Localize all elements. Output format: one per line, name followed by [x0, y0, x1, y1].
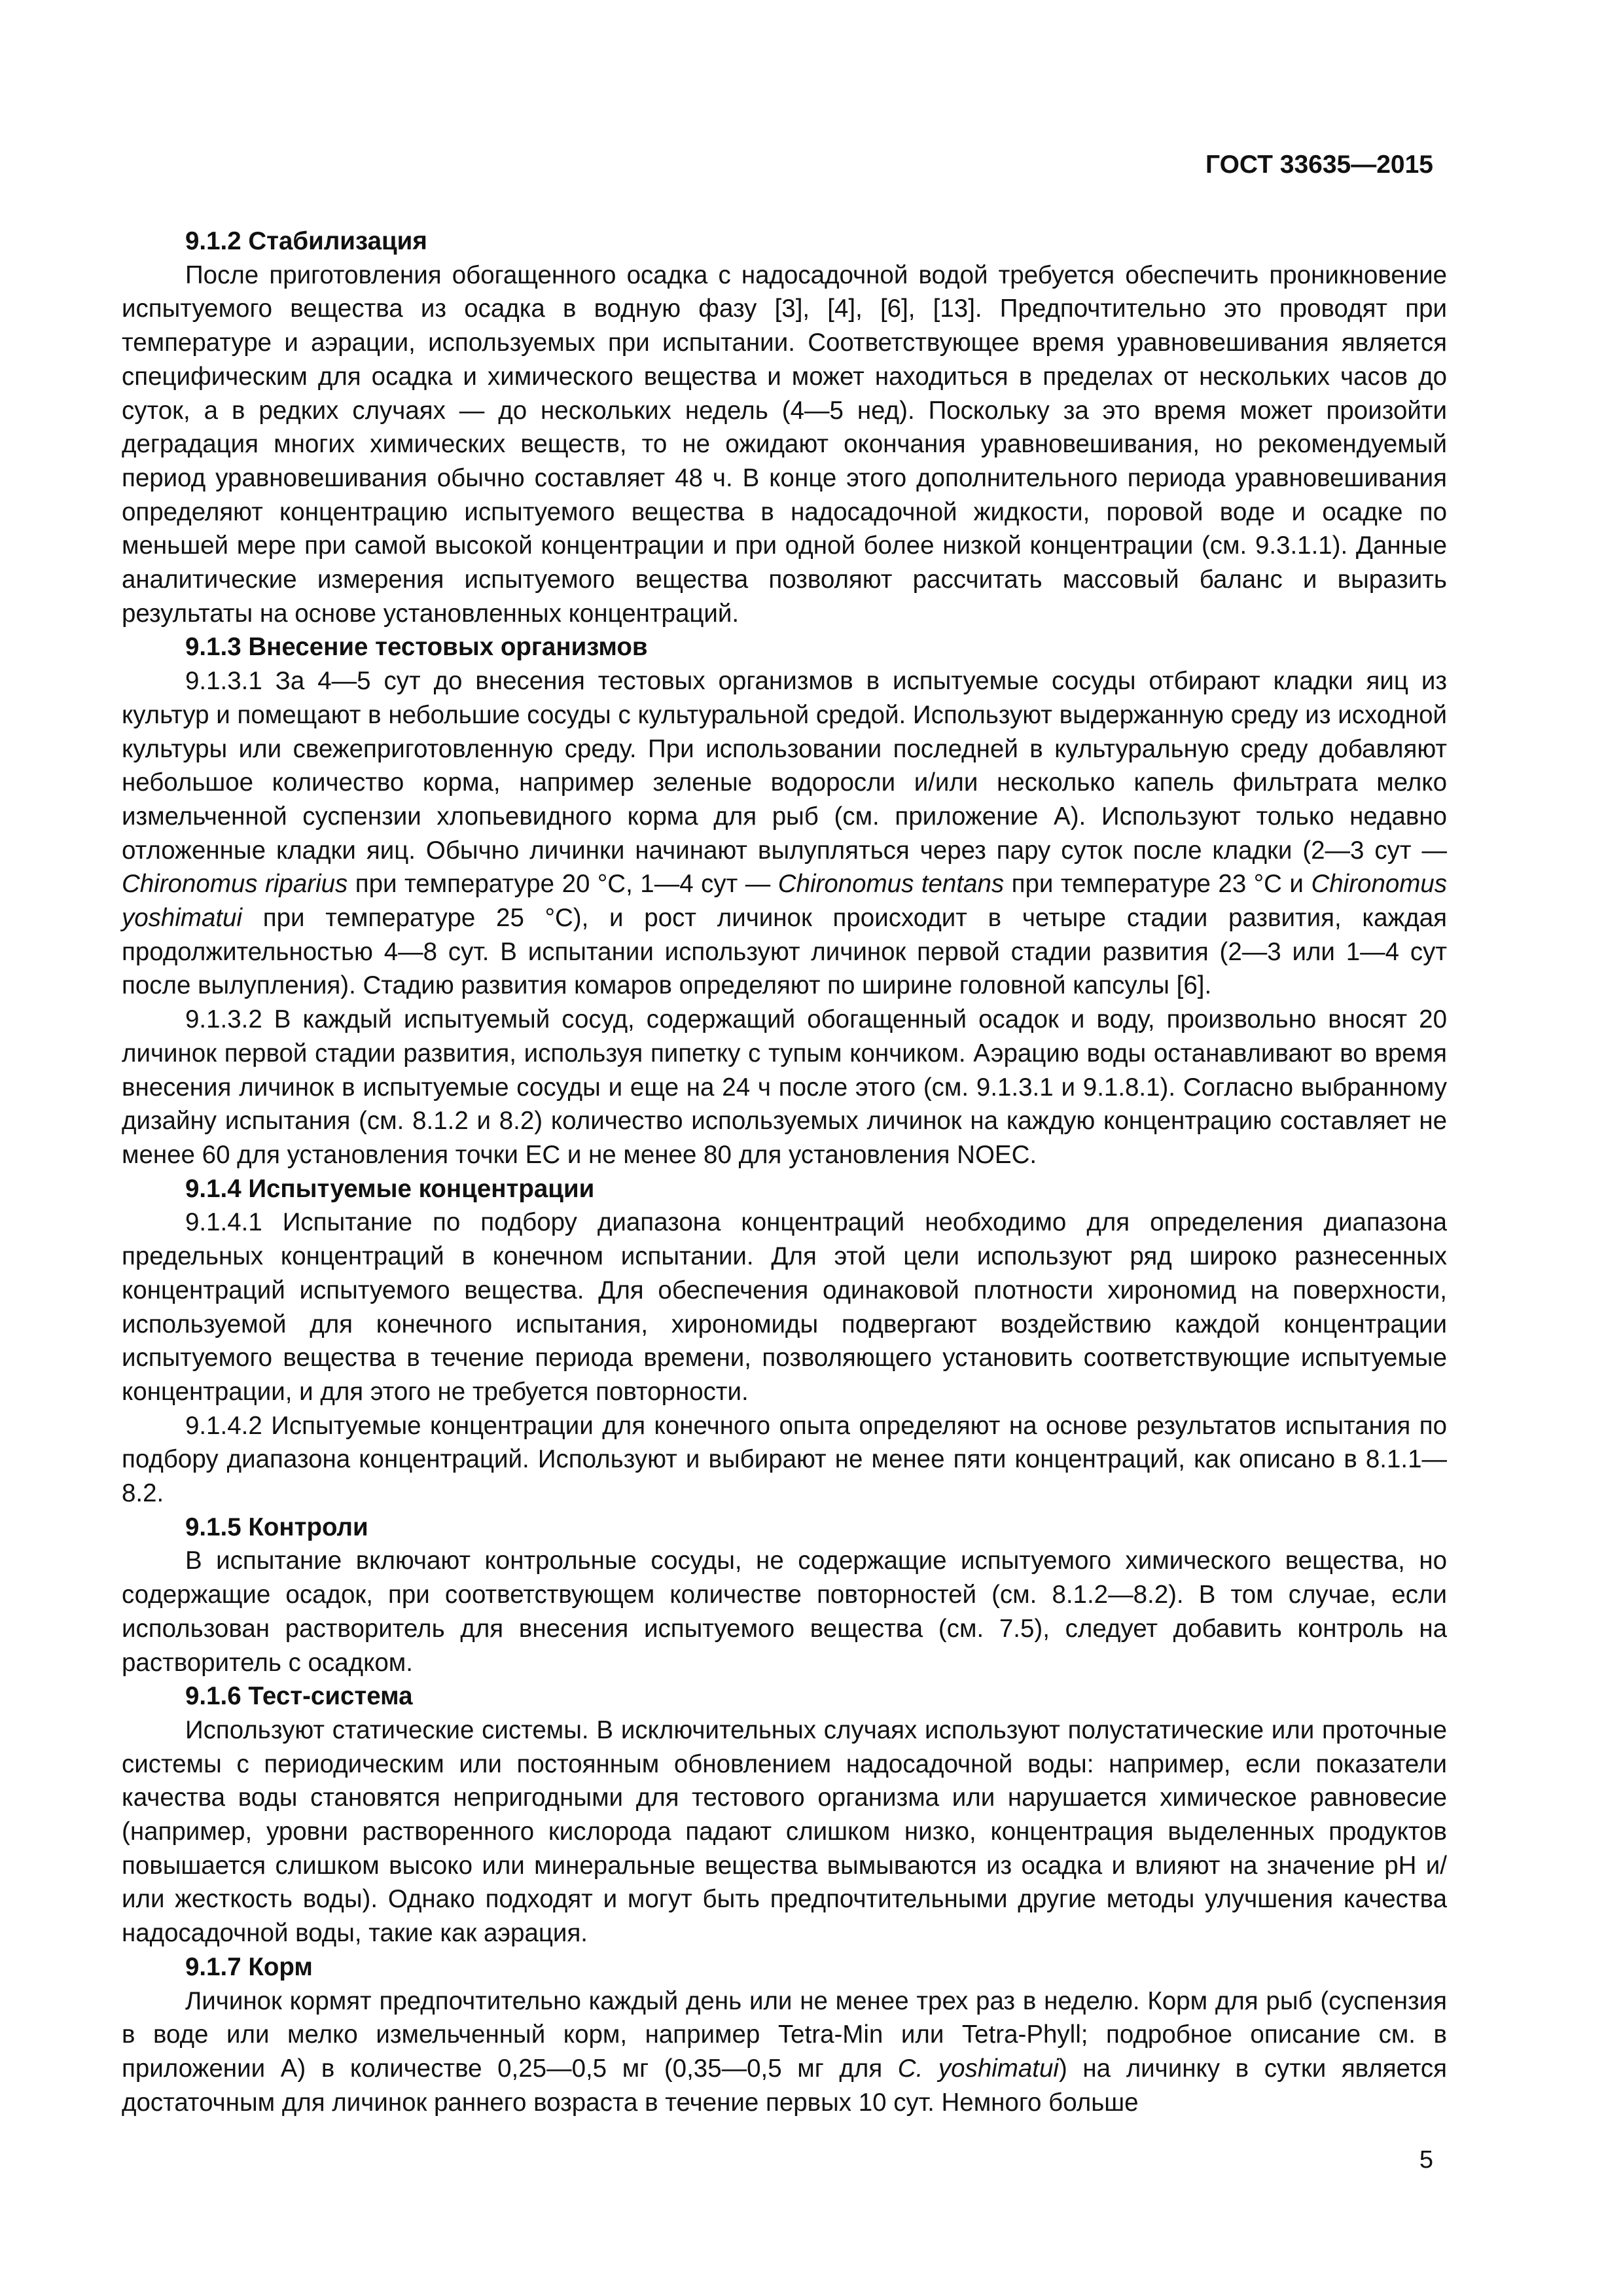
paragraph: В испытание включают контрольные сосуды, не содержащие испытуемого химического вещества, но содержащие осадок, при соответствующем количестве повторностей (см. 8.1.2—8.2). В том случае, если использован растворитель для внесения испытуемого вещества (см. 7.5), следует добавить контроль на растворитель с осадком.	[122, 1547, 1447, 1677]
section-heading: 9.1.6 Тест-система	[185, 1682, 413, 1711]
document-body	[122, 224, 1447, 2119]
paragraph: Используют статические системы. В исключительных случаях используют полустатические или проточные системы с периодическим или постоянным обновлением надосадочной воды: например, если показатели качества воды становятся непригодными для тестового организма или нарушается химическое равновесие (например, уровни растворенного кислорода падают слишком низко, концентрация выделенных продуктов повышается слишком высоко или минеральные вещества вымываются из осадка и влияют на значение pH и/или жесткость воды). Однако подходят и могут быть предпочтительными другие методы улучшения качества надосадочной воды, такие как аэрация.	[122, 1715, 1447, 1948]
page-number: 5	[1419, 2146, 1433, 2174]
paragraph: 9.1.3.2 В каждый испытуемый сосуд, содержащий обогащенный осадок и воду, произвольно вносят 20 личинок первой стадии развития, используя пипетку с тупым кончиком. Аэрацию воды останавливают во время внесения личинок в испытуемые сосуды и еще на 24 ч после этого (см. 9.1.3.1 и 9.1.8.1). Согласно выбранному дизайну испытания (см. 8.1.2 и 8.2) количество используемых личинок на каждую концентрацию составляет не менее 60 для установления точки EC и не менее 80 для установления NOEC.	[122, 1005, 1447, 1169]
section-heading: 9.1.5 Контроли	[185, 1513, 368, 1541]
paragraph: После приготовления обогащенного осадка с надосадочной водой требуется обеспечить проникновение испытуемого вещества из осадка в водную фазу [3], [4], [6], [13]. Предпочтительно это проводят при температуре и аэрации, используемых при испытании. Соответствующее время уравновешивания является специфическим для осадка и химического вещества и может находиться в пределах от нескольких часов до суток, а в редких случаях — до нескольких недель (4—5 нед). Поскольку за это время может произойти деградация многих химических веществ, то не ожидают окончания уравновешивания, но рекомендуемый период уравновешивания обычно составляет 48 ч. В конце этого дополнительного периода уравновешивания определяют концентрацию испытуемого вещества в надосадочной жидкости, поровой воде и осадке по меньшей мере при самой высокой концентрации и при одной более низкой концентрации (см. 9.3.1.1). Данные аналитические измерения испытуемого вещества позволяют рассчитать массовый баланс и выразить результаты на основе установленных концентраций.	[122, 260, 1447, 628]
paragraph: 9.1.3.1 За 4—5 сут до внесения тестовых организмов в испытуемые сосуды отбирают кладки яиц из культур и помещают в небольшие сосуды с культуральной средой. Используют выдержанную среду из исходной культуры или свежеприготовленную среду. При использовании последней в культуральную среду добавляют небольшое количество корма, например зеленые водоросли и/или несколько капель фильтрата мелко измельченной суспензии хлопьевидного корма для рыб (см. приложение А). Используют только недавно отложенные кладки яиц. Обычно личинки начинают вылупляться через пару суток после кладки (2—3 сут — Chironomus riparius при температуре 20 °C, 1—4 сут — Chironomus tentans при температуре 23 °C и Chironomus yoshimatui при температуре 25 °C), и рост личинок происходит в четыре стадии развития, каждая продолжительностью 4—8 сут. В испытании используют личинок первой стадии развития (2—3 или 1—4 сут после вылупления). Стадию развития комаров определяют по ширине головной капсулы [6].	[122, 667, 1447, 1000]
section-heading: 9.1.3 Внесение тестовых организмов	[185, 633, 648, 662]
section-heading: 9.1.2 Стабилизация	[185, 227, 427, 255]
paragraph: Личинок кормят предпочтительно каждый день или не менее трех раз в неделю. Корм для рыб (суспензия в воде или мелко измельченный корм, например Tetra-Min или Tetra-Phyll; подробное описание см. в приложении А) в количестве 0,25—0,5 мг (0,35—0,5 мг для C. yoshimatui) на личинку в сутки является достаточным для личинок раннего возраста в течение первых 10 сут. Немного больше	[122, 1986, 1447, 2117]
paragraph: 9.1.4.2 Испытуемые концентрации для конечного опыта определяют на основе результатов испытания по подбору диапазона концентраций. Используют и выбирают не менее пяти концентраций, как описано в 8.1.1—8.2.	[122, 1411, 1447, 1508]
section-heading: 9.1.4 Испытуемые концентрации	[185, 1174, 595, 1203]
paragraph: 9.1.4.1 Испытание по подбору диапазона концентраций необходимо для определения диапазона предельных концентраций в конечном испытании. Для этой цели используют ряд широко разнесенных концентраций испытуемого вещества. Для обеспечения одинаковой плотности хирономид на поверхности, используемой для конечного испытания, хирономиды подвергают воздействию каждой концентрации испытуемого вещества в течение периода времени, позволяющего установить соответствующие испытуемые концентрации, и для этого не требуется повторности.	[122, 1208, 1447, 1406]
document-code: ГОСТ 33635—2015	[1205, 151, 1433, 179]
section-heading: 9.1.7 Корм	[185, 1952, 313, 1981]
